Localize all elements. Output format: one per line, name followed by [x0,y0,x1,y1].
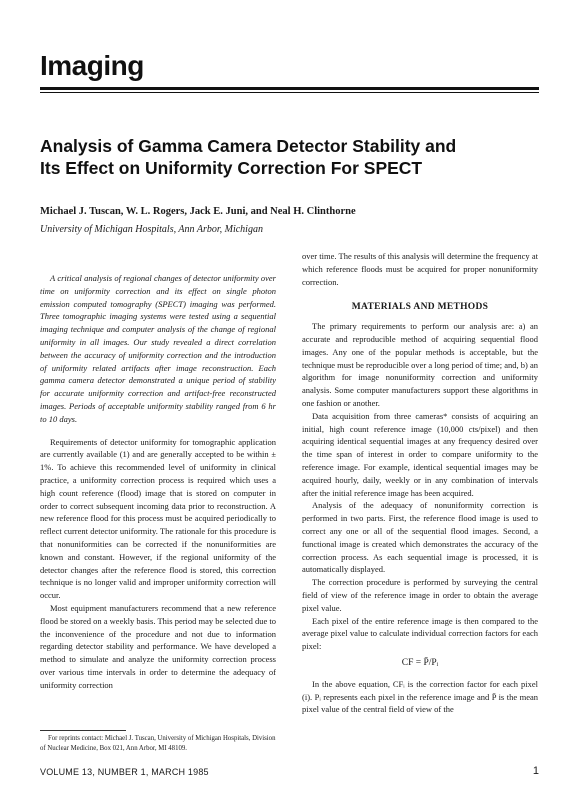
article-title-line-1: Analysis of Gamma Camera Detector Stability and [40,136,457,156]
body-paragraph: Most equipment manufacturers recommend that a new reference flood be stored on a weekly basis. This period may be selected due to the inconvenience of the procedure and not due to information regarding detector stability and performance. We have developed a method to simulate and analyze the uniformity correction process over various time intervals in order to determine the adequacy of uniformity correction [40,602,276,690]
heading-rule-thin [40,92,539,93]
body-paragraph: Data acquisition from three cameras* consists of acquiring an initial, high count reference image (10,000 cts/pixel) and then acquiring identical sequential images at any frequency desired over the time span of interest in order to compare uniformity to the reference image. For example, identical sequential images may be acquired hourly, daily, weekly or in any combination of intervals after the initial reference image has been acquired. [302,410,538,498]
methods-heading: MATERIALS AND METHODS [351,302,489,313]
article-title [40,135,540,179]
article-title-line-2: Its Effect on Uniformity Correction For SPECT [40,158,423,178]
body-paragraph: Requirements of detector uniformity for tomographic application are currently available (1) and are generally accepted to be within ± 1%. To achieve this recommended level of uniformity in clinical practice, a uniformity correction process is required which uses a high count reference (flood) image that is stored on computer in order to correct subsequent incoming data prior to reconstruction. A new reference flood for this process must be acquired periodically to reflect current detector uniformity. The rationale for this procedure is that nonuniformities can be corrected if the nonuniformities are known and constant. However, if the regional uniformity of the detector changes after the reference flood is stored, this correction technique is no longer valid and improper uniformity correction will occur. [40,436,276,601]
body-paragraph: Analysis of the adequacy of nonuniformity correction is performed in two parts. First, the reference flood image is used to correct any one or all of the sequential flood images. Second, a functional image is created which demonstrates the accuracy of the correction process. As each sequential image is processed, it is automatically displayed. [302,500,538,575]
body-paragraph: The primary requirements to perform our analysis are: a) an accurate and reproducible method of acquiring sequential flood images. Any one of the popular methods is acceptable, but the technique must be reproducible over a long period of time; and, b) an algorithm for image nonuniformity correction and uniformity analysis. Some computer manufacturers support these algorithms in one fashion or another. [302,321,538,408]
footnote-rule [40,730,126,731]
affiliation: University of Michigan Hospitals, Ann Arbor, Michigan [40,224,263,235]
right-column [302,250,538,716]
correction-factor-equation: CF = P̄/Pᵢ [401,657,439,668]
section-heading: Imaging [40,50,144,81]
journal-issue: VOLUME 13, NUMBER 1, MARCH 1985 [40,767,209,777]
reprint-footnote: For reprints contact: Michael J. Tuscan, University of Michigan Hospitals, Division of Nuclear Medicine, Box 021, Ann Arbor, MI 48109. [40,735,276,752]
body-paragraph: The correction procedure is performed by surveying the central field of view of the reference image in order to obtain the average pixel value. [302,577,538,613]
abstract: A critical analysis of regional changes of detector uniformity over time on uniformity correction and its effect on single photon emission computed tomography (SPECT) imaging was performed. Three tomographic imaging systems were tested using a sequential imaging technique and computer analysis of the change of regional uniformity in all images. Our study revealed a direct correlation between the accuracy of uniformity correction and the introduction of uniformity related artifacts after image reconstruction. Each gamma camera detector demonstrated a unique period of stability for accurate uniformity correction and artifact-free reconstructed images. Periods of acceptable uniformity stability ranged from 6 hr to 10 days. [40,273,276,424]
heading-rule-thick [40,87,539,90]
page-number: 1 [532,765,539,777]
body-paragraph: over time. The results of this analysis will determine the frequency at which reference floods must be acquired for proper nonuniformity correction. [302,251,538,287]
body-paragraph: In the above equation, CFᵢ is the correction factor for each pixel (i). Pᵢ represents each pixel in the reference image and P̄ is the mean pixel value of the central field of view of the [302,678,538,715]
left-column [40,250,276,692]
body-paragraph: Each pixel of the entire reference image is then compared to the average pixel value to calculate individual correction factors for each pixel: [302,615,538,652]
author-list: Michael J. Tuscan, W. L. Rogers, Jack E. Juni, and Neal H. Clinthorne [40,206,356,217]
